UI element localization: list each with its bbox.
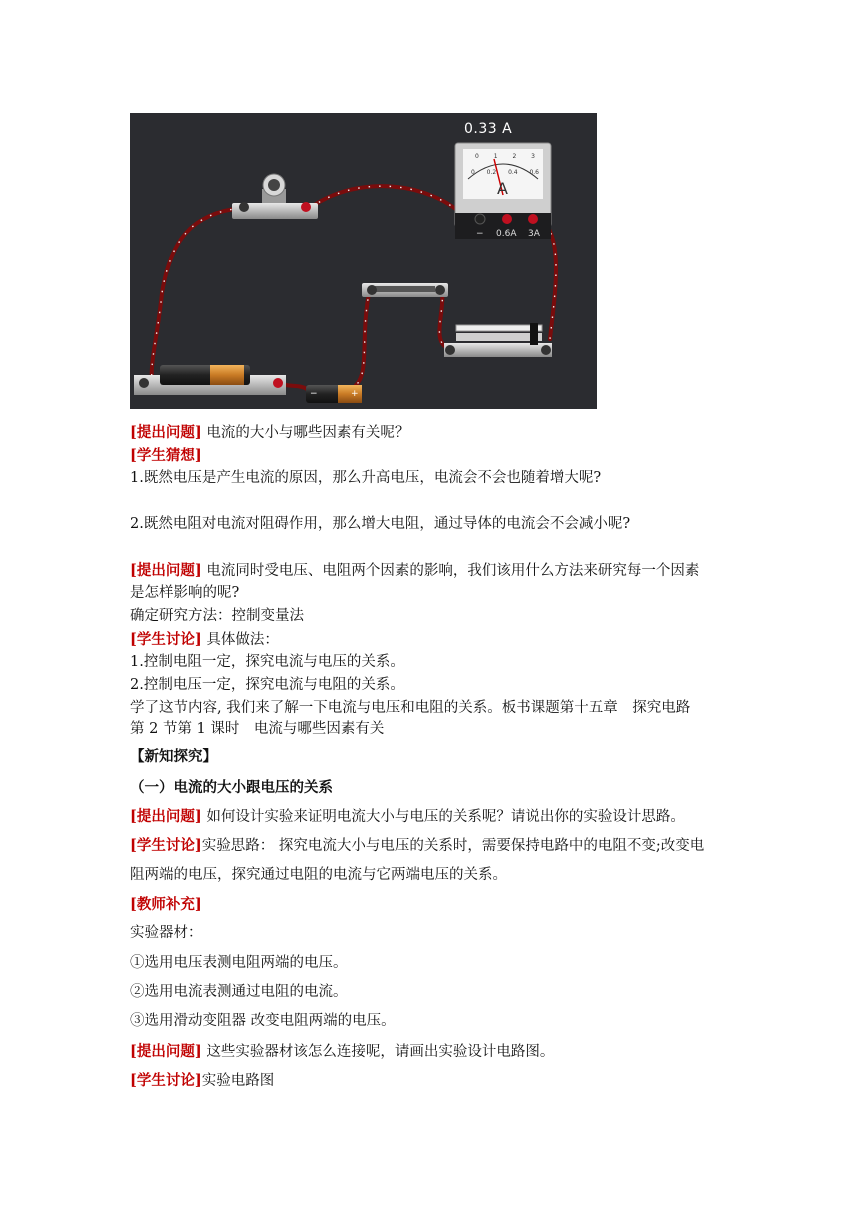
wire-rheostat-to-resistor — [439, 289, 450, 349]
paragraph-text: 1.控制电阻一定，探究电流与电压的关系。 — [130, 654, 405, 670]
wire-switch-to-ammeter — [310, 186, 465, 217]
paragraph-guess-heading — [130, 444, 740, 468]
paragraph-step-2 — [130, 674, 740, 697]
paragraph-teacher-supplement — [130, 893, 740, 917]
ammeter-reading: 0.33 A — [464, 121, 513, 137]
switch — [232, 174, 318, 219]
tag-label: [学生讨论] — [130, 837, 202, 854]
paragraph-text: 电流的大小与哪些因素有关呢？ — [206, 425, 410, 441]
circuit-figure — [130, 113, 597, 409]
tag-label: [提出问题] — [130, 562, 202, 579]
paragraph-text: 阻两端的电压，探究通过电阻的电流与它两端电压的关系。 — [130, 867, 507, 883]
battery-minus-label: − — [310, 389, 318, 399]
scale-top-0: 0 — [475, 153, 479, 160]
paragraph-text: 【新知探究】 — [130, 748, 217, 765]
ammeter-unit-letter: A — [497, 179, 508, 198]
terminal-minus-label: − — [476, 229, 484, 239]
paragraph-text: 1.既然电压是产生电流的原因，那么升高电压，电流会不会也随着增大呢? — [130, 470, 602, 486]
paragraph-text: ③选用滑动变阻器 改变电阻两端的电压。 — [130, 1013, 396, 1029]
scale-top — [475, 153, 535, 160]
scale-top-2: 2 — [512, 153, 517, 160]
section-heading-new-knowledge — [130, 745, 740, 768]
tag-label: [提出问题] — [130, 1043, 202, 1060]
battery-holder — [134, 365, 286, 395]
paragraph-text: 2.既然电阻对电流对阻碍作用，那么增大电阻，通过导体的电流会不会减小呢? — [130, 516, 631, 532]
paragraph-question-4 — [130, 1040, 740, 1064]
paragraph-text: 具体做法： — [206, 632, 279, 648]
subsection-heading — [130, 776, 740, 799]
paragraph-discussion-2-cont — [130, 864, 740, 887]
wire-resistor-to-battery2 — [356, 289, 370, 385]
paragraph-question-1 — [130, 421, 740, 445]
paragraph-text: 第 2 节第 1 课时 电流与哪些因素有关 — [130, 721, 385, 737]
battery-plus-label: + — [351, 389, 359, 399]
tag-label: [学生猜想] — [130, 447, 202, 464]
paragraph-method — [130, 605, 740, 628]
paragraph-text: 是怎样影响的呢? — [130, 585, 240, 601]
terminal-06-label: 0.6A — [496, 229, 517, 239]
scale-top-3: 3 — [531, 153, 535, 160]
scale-bottom — [471, 169, 539, 176]
tag-label: [学生讨论] — [130, 1072, 202, 1089]
tag-label: [提出问题] — [130, 424, 202, 441]
paragraph-text: ①选用电压表测电阻两端的电压。 — [130, 955, 348, 971]
scale-top-1: 1 — [493, 153, 498, 160]
scale-bottom-2: 0.4 — [508, 169, 518, 176]
paragraph-text: （一）电流的大小跟电压的关系 — [130, 779, 333, 796]
paragraph-text: 如何设计实验来证明电流大小与电压的关系呢？请说出你的实验设计思路。 — [206, 809, 685, 825]
tag-label: [提出问题] — [130, 808, 202, 825]
paragraph-equipment-3 — [130, 1010, 740, 1033]
scale-bottom-3: 0.6 — [529, 169, 539, 176]
paragraph-text: 确定研究方法：控制变量法 — [130, 608, 304, 624]
paragraph-question-2-cont — [130, 582, 740, 605]
paragraph-equipment-2 — [130, 981, 740, 1004]
paragraph-text: 这些实验器材该怎么连接呢，请画出实验设计电路图。 — [206, 1044, 555, 1060]
paragraph-discussion-2 — [130, 834, 740, 858]
paragraph-summary-cont — [130, 718, 740, 741]
tag-label: [学生讨论] — [130, 631, 202, 648]
paragraph-step-1 — [130, 651, 740, 674]
paragraph-guess-2 — [130, 513, 740, 536]
paragraph-text: ②选用电流表测通过电阻的电流。 — [130, 984, 348, 1000]
wire-switch-to-battery — [152, 208, 242, 381]
paragraph-text: 实验器材： — [130, 925, 203, 941]
paragraph-equipment — [130, 922, 740, 945]
paragraph-summary — [130, 697, 740, 720]
terminal-3-label: 3A — [528, 229, 540, 239]
paragraph-text: 电流同时受电压、电阻两个因素的影响，我们该用什么方法来研究每一个因素 — [206, 563, 700, 579]
paragraph-question-3 — [130, 805, 740, 829]
paragraph-text: 实验思路： 探究电流大小与电压的关系时，需要保持电路中的电阻不变;改变电 — [201, 838, 705, 854]
tag-label: [教师补充] — [130, 896, 202, 913]
paragraph-question-2 — [130, 559, 740, 583]
paragraph-discussion-3 — [130, 1069, 740, 1093]
resistor — [362, 283, 448, 297]
paragraph-text: 2.控制电压一定，探究电流与电阻的关系。 — [130, 677, 405, 693]
paragraph-discussion-1 — [130, 628, 740, 652]
scale-bottom-1: 0.2 — [486, 169, 497, 176]
scale-bottom-0: 0 — [471, 169, 475, 176]
paragraph-equipment-1 — [130, 952, 740, 975]
paragraph-guess-1 — [130, 467, 740, 490]
paragraph-text: 学了这节内容, 我们来了解一下电流与电压和电阻的关系。板书课题第十五章 探究电路 — [130, 700, 691, 716]
rheostat — [444, 323, 552, 357]
paragraph-text: 实验电路图 — [201, 1073, 275, 1089]
